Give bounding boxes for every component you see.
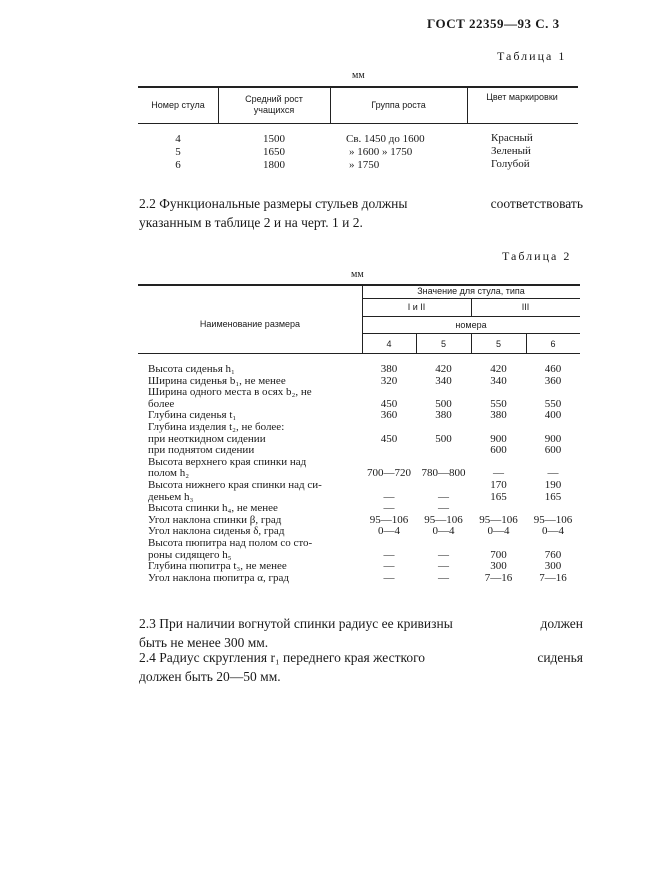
paragraph-2-3-line: быть не менее 300 мм. [139, 635, 269, 650]
table2-cell: 900 [544, 432, 562, 445]
table2-cell: 460 [544, 363, 562, 375]
table2-col-name-header: Наименование размера [199, 319, 301, 329]
table2-type-header: III [521, 302, 530, 312]
table2-row-name: Высота верхнего края спинки над [148, 455, 307, 468]
table1-col-divider [467, 87, 468, 123]
table2-row-name: Ширина сиденья b₁, не менее [148, 374, 286, 387]
table2-cell: 95—106 [533, 513, 573, 526]
table1-cell: » 1750 [349, 159, 380, 171]
table2-cell: 0—4 [432, 525, 455, 538]
table1-cell: 5 [175, 146, 181, 158]
table2-cell: 420 [435, 363, 452, 375]
table2-cell: 400 [544, 409, 562, 422]
table1-cell: 1500 [263, 133, 285, 145]
table2-cell: 420 [490, 363, 507, 375]
table2-cell: — [493, 467, 504, 480]
table2-cell: 380 [490, 409, 507, 422]
table2-row-name: Глубина сиденья t₁ [148, 409, 237, 422]
table2-cell: — [438, 548, 449, 561]
table1-cell: Зеленый [491, 145, 531, 157]
table1-col-divider [218, 87, 219, 123]
table1-col-header: Цвет маркировки [486, 92, 558, 102]
table2-cell: — [438, 502, 449, 515]
table2-cell: 95—106 [424, 513, 463, 526]
table2-cell: 190 [544, 479, 562, 491]
table2-cell: — [438, 560, 449, 573]
table1-header-rule [138, 123, 578, 124]
table2-cell: 600 [490, 444, 507, 457]
table2-col-values-header: Значение для стула, типа [417, 286, 525, 296]
table2-row-name: полом h₂ [148, 467, 190, 480]
table2-caption: Таблица 2 [502, 249, 572, 263]
table2-cell: 380 [435, 409, 452, 422]
table1-caption: Таблица 1 [497, 49, 567, 63]
table2-row-name: Угол наклона спинки β, град [148, 513, 282, 526]
table2-cell: 95—106 [369, 513, 409, 526]
table2-row-name: при неоткидном сидении [148, 432, 266, 445]
table2-cell: 700—720 [367, 467, 411, 480]
table2-cell: 450 [380, 432, 398, 445]
table2-row-name: роны сидящего h₅ [148, 548, 232, 561]
table2-cell: — [438, 490, 449, 503]
table2-cell: 7—16 [484, 571, 513, 584]
table2-cell: 360 [380, 409, 398, 422]
table2-row-name: Высота спинки h₄, не менее [148, 502, 278, 515]
table2-rule [362, 316, 580, 317]
table2-row-name: более [148, 397, 175, 410]
table2-cell: 600 [544, 444, 562, 457]
table2-row-name: Высота сиденья h₁ [148, 363, 235, 375]
table2-row-name: Угол наклона сиденья δ, град [148, 525, 285, 538]
table2-cell: 760 [544, 548, 562, 561]
table2-row-name: Угол наклона пюпитра α, град [148, 571, 289, 584]
table2-cell: 340 [490, 374, 507, 387]
table2-row-name: Глубина пюпитра t₃, не менее [148, 560, 287, 573]
table2-row-name: Ширина одного места в осях b₂, не [148, 386, 312, 399]
table2-cell: 0—4 [542, 525, 564, 538]
table1-cell: Красный [491, 132, 533, 144]
table1-col-header: Группа роста [371, 100, 426, 110]
table2-num-header: 4 [386, 339, 392, 349]
table1-top-rule [138, 86, 578, 88]
table2-cell: 95—106 [479, 513, 518, 526]
table1-cell: Голубой [491, 158, 530, 170]
table2-cell: 0—4 [487, 525, 510, 538]
table2-cell: 7—16 [539, 571, 567, 584]
table2-num-header: 5 [495, 339, 501, 349]
table2-cell: 300 [490, 560, 507, 573]
table2-cell: 700 [490, 548, 507, 561]
table2-row-name: Высота нижнего края спинки над си- [148, 479, 322, 491]
table2-cell: 450 [380, 397, 398, 410]
table2-num-header: 6 [550, 339, 556, 349]
paragraph-2-3-line: 2.3 При наличии вогнутой спинки радиус ее кривизны должен [139, 616, 583, 631]
paragraph-2-4-line: должен быть 20—50 мм. [139, 669, 281, 684]
table2-cell: 340 [435, 374, 452, 387]
table2-cell: — [547, 467, 559, 480]
table2-num-header: 5 [440, 339, 446, 349]
table2-cell: 0—4 [378, 525, 400, 538]
table1-cell: Св. 1450 до 1600 [346, 133, 425, 145]
table2-row-name: Глубина изделия t₂, не более: [148, 421, 285, 433]
table2-row-name: деньем h₃ [148, 490, 194, 503]
paragraph-2-4-line: 2.4 Радиус скругления r₁ переднего края жесткого сиденья [139, 650, 583, 665]
table2-cell: — [383, 502, 395, 515]
table2-row-name: Высота пюпитра над полом со сто- [148, 537, 313, 549]
table2-cell: 550 [544, 397, 562, 410]
table1-unit: мм [352, 70, 365, 81]
table2-cell: 780—800 [421, 467, 466, 480]
table2-cell: — [383, 490, 395, 503]
table2-cell: 380 [380, 363, 398, 375]
table2-cell: 360 [544, 374, 562, 387]
table2-cell: 165 [490, 490, 507, 503]
table2-cell: 165 [544, 490, 562, 503]
table2-cell: 320 [380, 374, 398, 387]
table2-cell: 550 [490, 397, 507, 410]
table2-header-rule [138, 353, 580, 354]
table2-cell: — [438, 571, 449, 584]
table2-cell: 300 [544, 560, 562, 573]
table1-cell: 1650 [263, 146, 285, 158]
table2-numbers-header: номера [455, 320, 487, 330]
table2-row-name: при поднятом сидении [148, 444, 255, 457]
table2-cell: 500 [435, 432, 452, 445]
table2-cell: 500 [435, 397, 452, 410]
table1-cell: 4 [175, 133, 181, 145]
table2-cell: 170 [490, 479, 507, 491]
table2-type-header: I и II [407, 302, 426, 312]
table1-col-header: Средний рост учащихся [245, 94, 303, 115]
table1-cell: 6 [175, 159, 181, 171]
table2-cell: 900 [490, 432, 507, 445]
table1-col-header: Номер стула [151, 100, 205, 110]
table2-cell: — [383, 571, 395, 584]
paragraph-2-2-line: 2.2 Функциональные размеры стульев должны соответствовать [139, 196, 583, 211]
table1-cell: » 1600 » 1750 [349, 146, 413, 158]
page-header: ГОСТ 22359—93 С. 3 [427, 16, 560, 31]
table2-cell: — [383, 560, 395, 573]
paragraph-2-2-line: указанным в таблице 2 и на черт. 1 и 2. [139, 215, 363, 230]
table2-cell: — [383, 548, 395, 561]
table2-unit: мм [351, 269, 364, 280]
table1-cell: 1800 [263, 159, 285, 171]
